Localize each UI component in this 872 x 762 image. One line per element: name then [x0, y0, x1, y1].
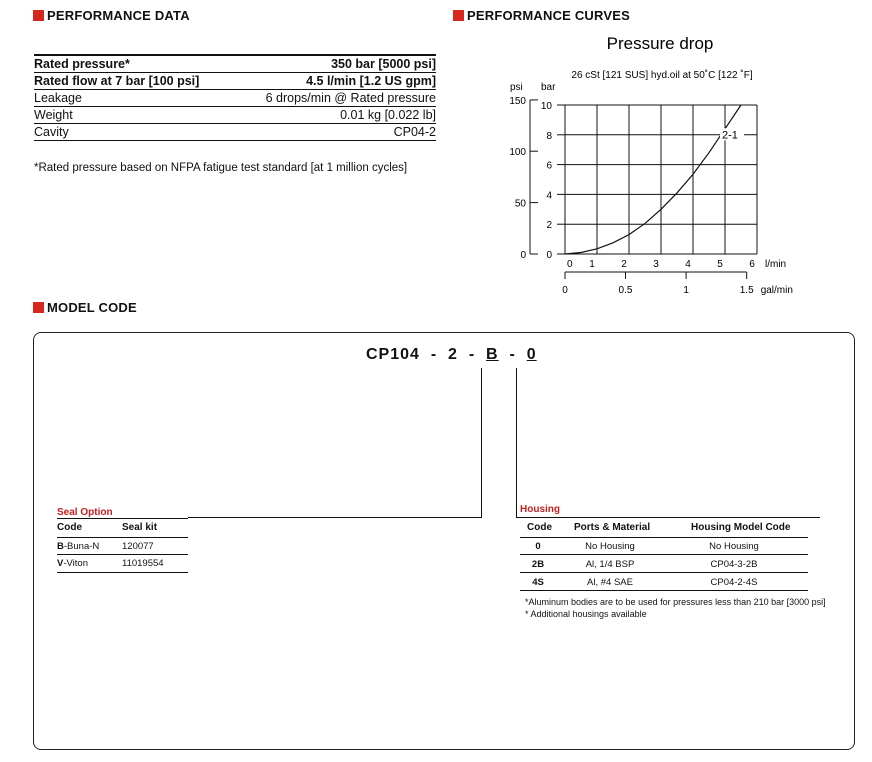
row-label: Rated pressure*	[34, 57, 130, 71]
seal-table-rule	[57, 572, 188, 573]
x2-tick-label: 1.5	[739, 285, 754, 296]
housing-code-placeholder: 0	[526, 346, 537, 363]
model-code-heading	[33, 300, 137, 315]
housing-note: *Aluminum bodies are to be used for pressures less than 210 bar [3000 psi]	[525, 597, 826, 607]
performance-data-heading	[33, 8, 190, 23]
table-row	[34, 124, 436, 141]
x2-axis-label: gal/min	[760, 285, 793, 296]
housing-title: Housing	[520, 504, 560, 515]
chart-subtitle: 26 cSt [121 SUS] hyd.oil at 50˚C [122 ˚F]	[571, 70, 753, 81]
red-square-icon	[33, 302, 44, 313]
table-row	[34, 73, 436, 90]
red-square-icon	[33, 10, 44, 21]
table-row	[57, 541, 99, 552]
model-code-prefix: CP104 - 2 -	[366, 346, 487, 363]
series-line-2-1	[565, 105, 741, 254]
seal-code: B	[57, 541, 64, 552]
housing-ports: Al, 1/4 BSP	[585, 559, 635, 570]
y2-tick-label: 100	[509, 147, 526, 159]
seal-header-code: Code	[57, 522, 82, 533]
x-axis-label: l/min	[765, 259, 787, 270]
y-tick-label: 2	[546, 220, 552, 232]
series-label: 2-1	[722, 129, 738, 142]
y-tick-label: 0	[546, 250, 552, 261]
seal-desc: -Buna-N	[63, 541, 100, 552]
y-axis-label: bar	[541, 82, 556, 93]
row-value: 4.5 l/min [1.2 US gpm]	[306, 74, 436, 88]
housing-table-rule	[520, 554, 808, 555]
housing-model: CP04-3-2B	[710, 559, 758, 570]
y-tick-label: 6	[546, 160, 552, 172]
seal-header-kit: Seal kit	[122, 522, 158, 533]
housing-model: CP04-2-4S	[710, 577, 758, 588]
y2-tick-label: 50	[514, 198, 526, 210]
table-row	[57, 558, 88, 569]
row-value: CP04-2	[393, 125, 436, 139]
y-tick-label: 10	[540, 101, 552, 112]
x2-tick-label: 0	[562, 285, 568, 296]
performance-table	[34, 54, 436, 141]
table-row	[34, 54, 436, 73]
housing-note: * Additional housings available	[525, 609, 647, 619]
seal-desc: -Viton	[63, 558, 88, 569]
housing-code: 4S	[532, 577, 544, 588]
housing-code: 2B	[531, 559, 545, 570]
chart-title: Pressure drop	[606, 34, 714, 53]
housing-table-rule	[520, 572, 808, 573]
red-square-icon	[453, 10, 464, 21]
x2-tick-label: 0.5	[618, 285, 633, 296]
seal-table-rule	[57, 554, 188, 555]
housing-table-rule	[520, 590, 808, 591]
seal-kit: 120077	[122, 541, 154, 552]
seal-code-placeholder: B	[486, 346, 499, 363]
housing-ports: Al, #4 SAE	[587, 577, 633, 588]
performance-data-title: PERFORMANCE DATA	[47, 8, 190, 23]
performance-curves-title: PERFORMANCE CURVES	[467, 8, 630, 23]
row-label: Weight	[34, 108, 73, 122]
row-label: Rated flow at 7 bar [100 psi]	[34, 74, 200, 88]
housing-header-code: Code	[527, 522, 552, 533]
seal-kit: 11019554	[122, 558, 164, 569]
x-tick-label: 2	[621, 259, 627, 270]
x-tick-label: 6	[749, 259, 755, 270]
x-tick-label: 5	[717, 259, 723, 270]
y2-tick-label: 150	[509, 95, 526, 107]
row-label: Cavity	[34, 125, 69, 139]
pressure-drop-chart	[450, 28, 850, 300]
seal-option-title: Seal Option	[57, 507, 113, 518]
table-row	[34, 90, 436, 107]
seal-connector-line	[481, 368, 482, 517]
housing-table-top-rule	[516, 517, 820, 518]
y-tick-label: 4	[546, 190, 552, 202]
seal-table-top-rule	[57, 518, 188, 519]
seal-connector-line	[188, 517, 482, 518]
row-value: 350 bar [5000 psi]	[331, 57, 436, 71]
y2-tick-label: 0	[520, 250, 526, 261]
performance-curves-heading	[453, 8, 630, 23]
seal-code: V	[57, 558, 64, 569]
x2-tick-label: 1	[683, 285, 689, 296]
seal-table-rule	[57, 537, 188, 538]
housing-connector-line	[516, 368, 517, 517]
housing-header-model: Housing Model Code	[691, 522, 791, 533]
row-value: 0.01 kg [0.022 lb]	[340, 108, 436, 122]
housing-table-rule	[520, 537, 808, 538]
x-tick-label: 3	[653, 259, 659, 270]
model-code-string	[366, 346, 537, 364]
y2-axis-label: psi	[510, 82, 523, 93]
x-tick-label: 1	[589, 259, 595, 270]
model-code-title: MODEL CODE	[47, 300, 137, 315]
y-tick-label: 8	[546, 130, 552, 142]
row-label: Leakage	[34, 91, 82, 105]
model-code-separator: -	[498, 346, 527, 363]
housing-header-ports: Ports & Material	[574, 522, 651, 533]
x-tick-label: 4	[685, 259, 691, 270]
x-tick-label: 0	[567, 259, 573, 270]
housing-model: No Housing	[709, 541, 759, 552]
housing-ports: No Housing	[585, 541, 635, 552]
row-value: 6 drops/min @ Rated pressure	[265, 91, 436, 105]
table-row	[34, 107, 436, 124]
housing-code: 0	[535, 541, 541, 552]
rated-pressure-note: *Rated pressure based on NFPA fatigue test standard [at 1 million cycles]	[34, 162, 408, 174]
